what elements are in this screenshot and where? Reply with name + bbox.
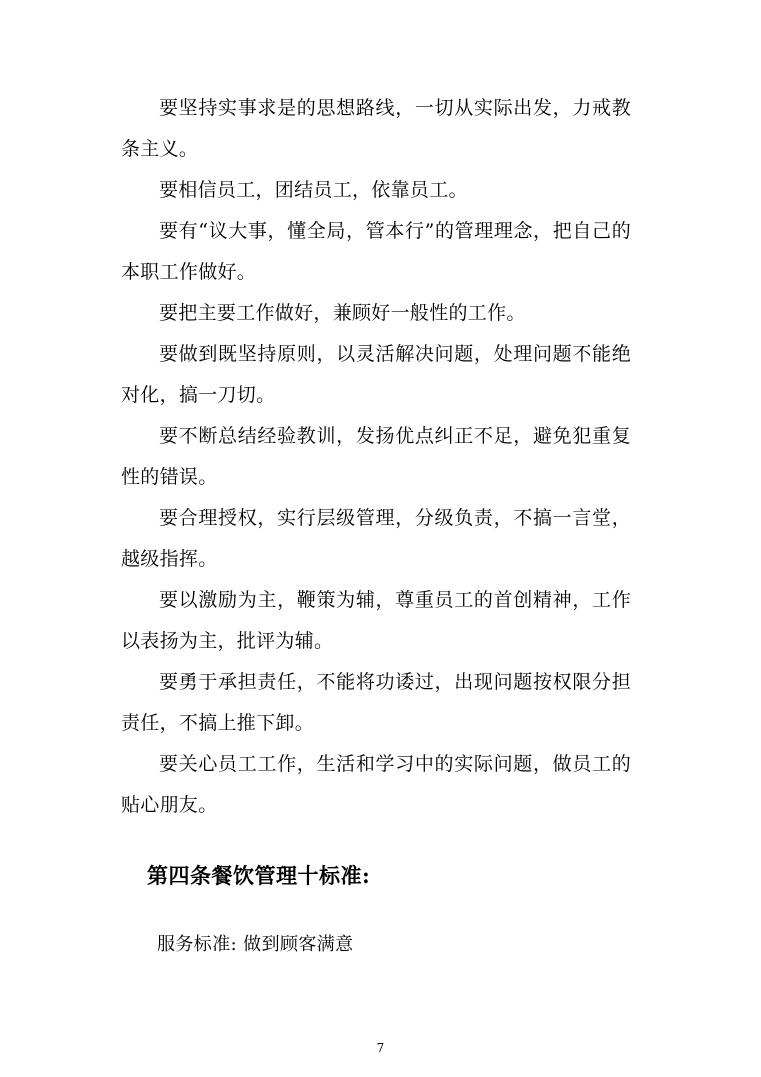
section-heading: 第四条餐饮管理十标准: (147, 863, 371, 888)
service-standard-subheading: 服务标准: 做到顾客满意 (157, 934, 354, 955)
paragraph-seek-truth: 要坚持实事求是的思想路线，一切从实际出发，力戒教条主义。 (121, 97, 631, 160)
page-number: 7 (376, 1041, 385, 1055)
paragraph-care-employees: 要关心员工工作，生活和学习中的实际问题，做员工的贴心朋友。 (121, 753, 631, 816)
paragraph-trust-employees: 要相信员工，团结员工，依靠员工。 (159, 179, 468, 201)
paragraph-motivation: 要以激励为主，鞭策为辅，尊重员工的首创精神，工作以表扬为主，批评为辅。 (121, 589, 631, 652)
paragraph-delegation: 要合理授权，实行层级管理，分级负责，不搞一言堂，越级指挥。 (121, 507, 631, 570)
paragraph-management-concept: 要有“议大事，懂全局，管本行”的管理理念，把自己的本职工作做好。 (121, 220, 631, 283)
paragraph-main-work: 要把主要工作做好，兼顾好一般性的工作。 (159, 302, 526, 324)
paragraph-lessons: 要不断总结经验教训，发扬优点纠正不足，避免犯重复性的错误。 (121, 425, 631, 488)
paragraph-responsibility: 要勇于承担责任，不能将功诿过，出现问题按权限分担责任，不搞上推下卸。 (121, 671, 631, 734)
paragraph-principles: 要做到既坚持原则，以灵活解决问题，处理问题不能绝对化，搞一刀切。 (121, 343, 631, 406)
